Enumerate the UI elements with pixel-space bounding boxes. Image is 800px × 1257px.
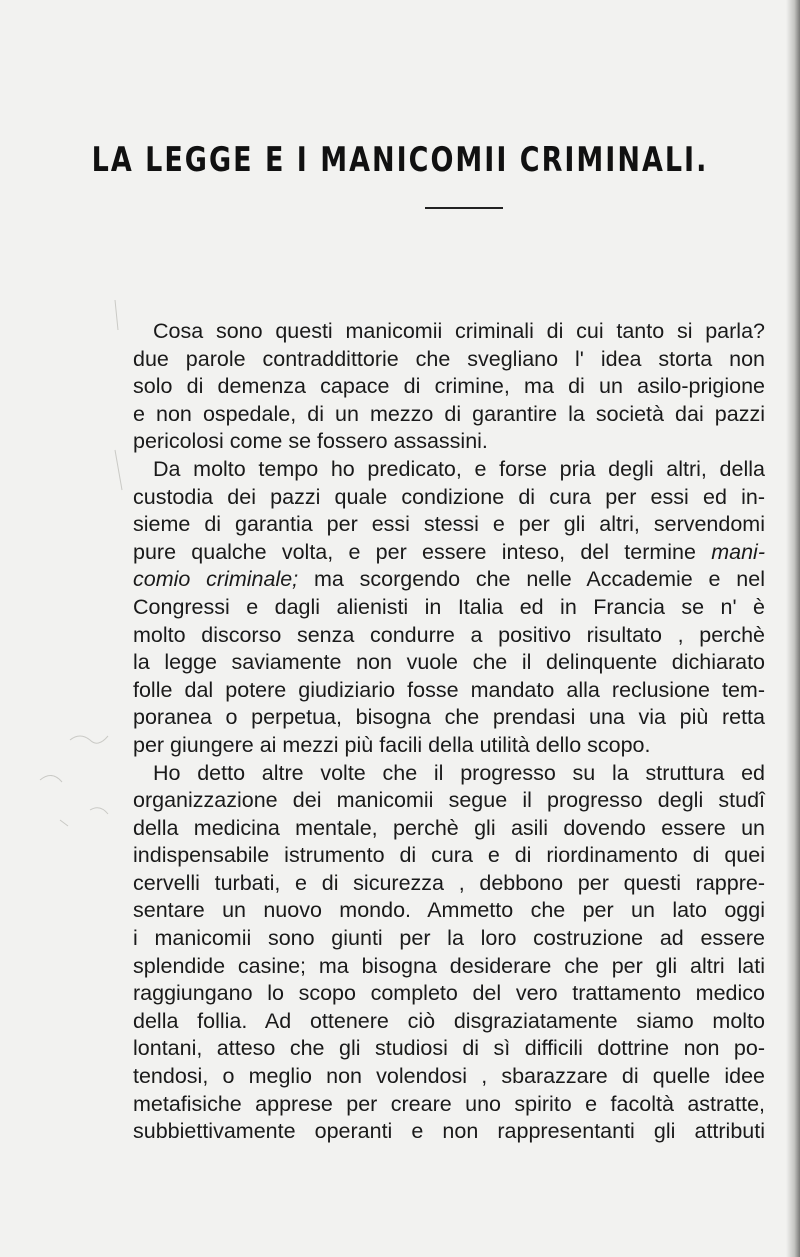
text-line: della medicina mentale, perchè gli asili dovendo essere un <box>133 815 765 840</box>
text-line: Cosa sono questi manicomii criminali di cui tanto si parla? <box>153 319 765 343</box>
text-line: i manicomii sono giunti per la loro costruzione ad essere <box>133 926 765 951</box>
text-line: lontani, atteso che gli studiosi di sì difficili dottrine non po- <box>133 1036 765 1061</box>
text-line: raggiungano lo scopo completo del vero trattamento medico <box>133 981 765 1006</box>
italic-term: comio criminale; <box>133 567 299 592</box>
page-edge-shadow <box>786 0 800 1257</box>
text-line: tendosi, o meglio non volendosi , sbarazzare di quelle idee <box>133 1064 765 1089</box>
bleed-mark <box>70 736 108 743</box>
text-line: Ho detto altre volte che il progresso su la struttura ed <box>153 760 765 785</box>
bleed-mark <box>115 300 118 330</box>
text-line: organizzazione dei manicomii segue il progresso degli studî <box>133 788 765 813</box>
text-line: poranea o perpetua, bisogna che prendasi una via più retta <box>133 705 765 730</box>
text-line: subbiettivamente operanti e non rappresentanti gli attributi <box>133 1119 765 1144</box>
text-line: pericolosi come se fossero assassini. <box>133 429 488 454</box>
text-line <box>133 566 765 594</box>
margin-bleed-marks <box>10 290 130 830</box>
text-line: sieme di garantia per essi stessi e per gli altri, servendomi <box>133 512 765 537</box>
text-line: due parole contraddittorie che svegliano l' idea storta non <box>133 346 765 371</box>
text-line: la legge saviamente non vuole che il delinquente dichiarato <box>133 650 765 675</box>
text-line: Da molto tempo ho predicato, e forse pria degli altri, della <box>153 456 765 481</box>
text-fragment: ma scorgendo che nelle Accademie e nel <box>313 567 765 592</box>
text-line: solo di demenza capace di crimine, ma di un asilo-prigione <box>133 374 765 399</box>
text-line: splendide casine; ma bisogna desiderare che per gli altri lati <box>133 953 765 978</box>
bleed-mark <box>40 775 62 782</box>
text-line: indispensabile istrumento di cura e di riordinamento di quei <box>133 843 765 868</box>
text-line: Congressi e dagli alienisti in Italia ed in Francia se n' è <box>133 594 765 619</box>
title-rule <box>425 207 503 209</box>
page-title: LA LEGGE E I MANICOMII CRIMINALI. <box>91 141 709 180</box>
text-fragment: pure qualche volta, e per essere inteso, del termine <box>133 539 696 564</box>
bleed-mark <box>90 808 108 814</box>
text-line <box>133 539 765 567</box>
bleed-mark <box>60 820 68 826</box>
text-line: sentare un nuovo mondo. Ammetto che per un lato oggi <box>133 898 765 923</box>
text-line: per giungere ai mezzi più facili della utilità dello scopo. <box>133 732 651 757</box>
text-line: metafisiche apprese per creare uno spirito e facoltà astratte, <box>133 1091 765 1116</box>
bleed-mark <box>115 450 122 490</box>
text-line: cervelli turbati, e di sicurezza , debbono per questi rappre- <box>133 870 765 895</box>
italic-term: mani- <box>711 539 765 564</box>
text-line: folle dal potere giudiziario fosse mandato alla reclusione tem- <box>133 677 765 702</box>
text-line: molto discorso senza condurre a positivo risultato , perchè <box>133 622 765 647</box>
text-line: custodia dei pazzi quale condizione di cura per essi ed in- <box>133 484 765 509</box>
text-line: e non ospedale, di un mezzo di garantire la società dai pazzi <box>133 401 765 426</box>
body-text <box>133 318 765 1146</box>
text-line: della follia. Ad ottenere ciò disgraziatamente siamo molto <box>133 1008 765 1033</box>
